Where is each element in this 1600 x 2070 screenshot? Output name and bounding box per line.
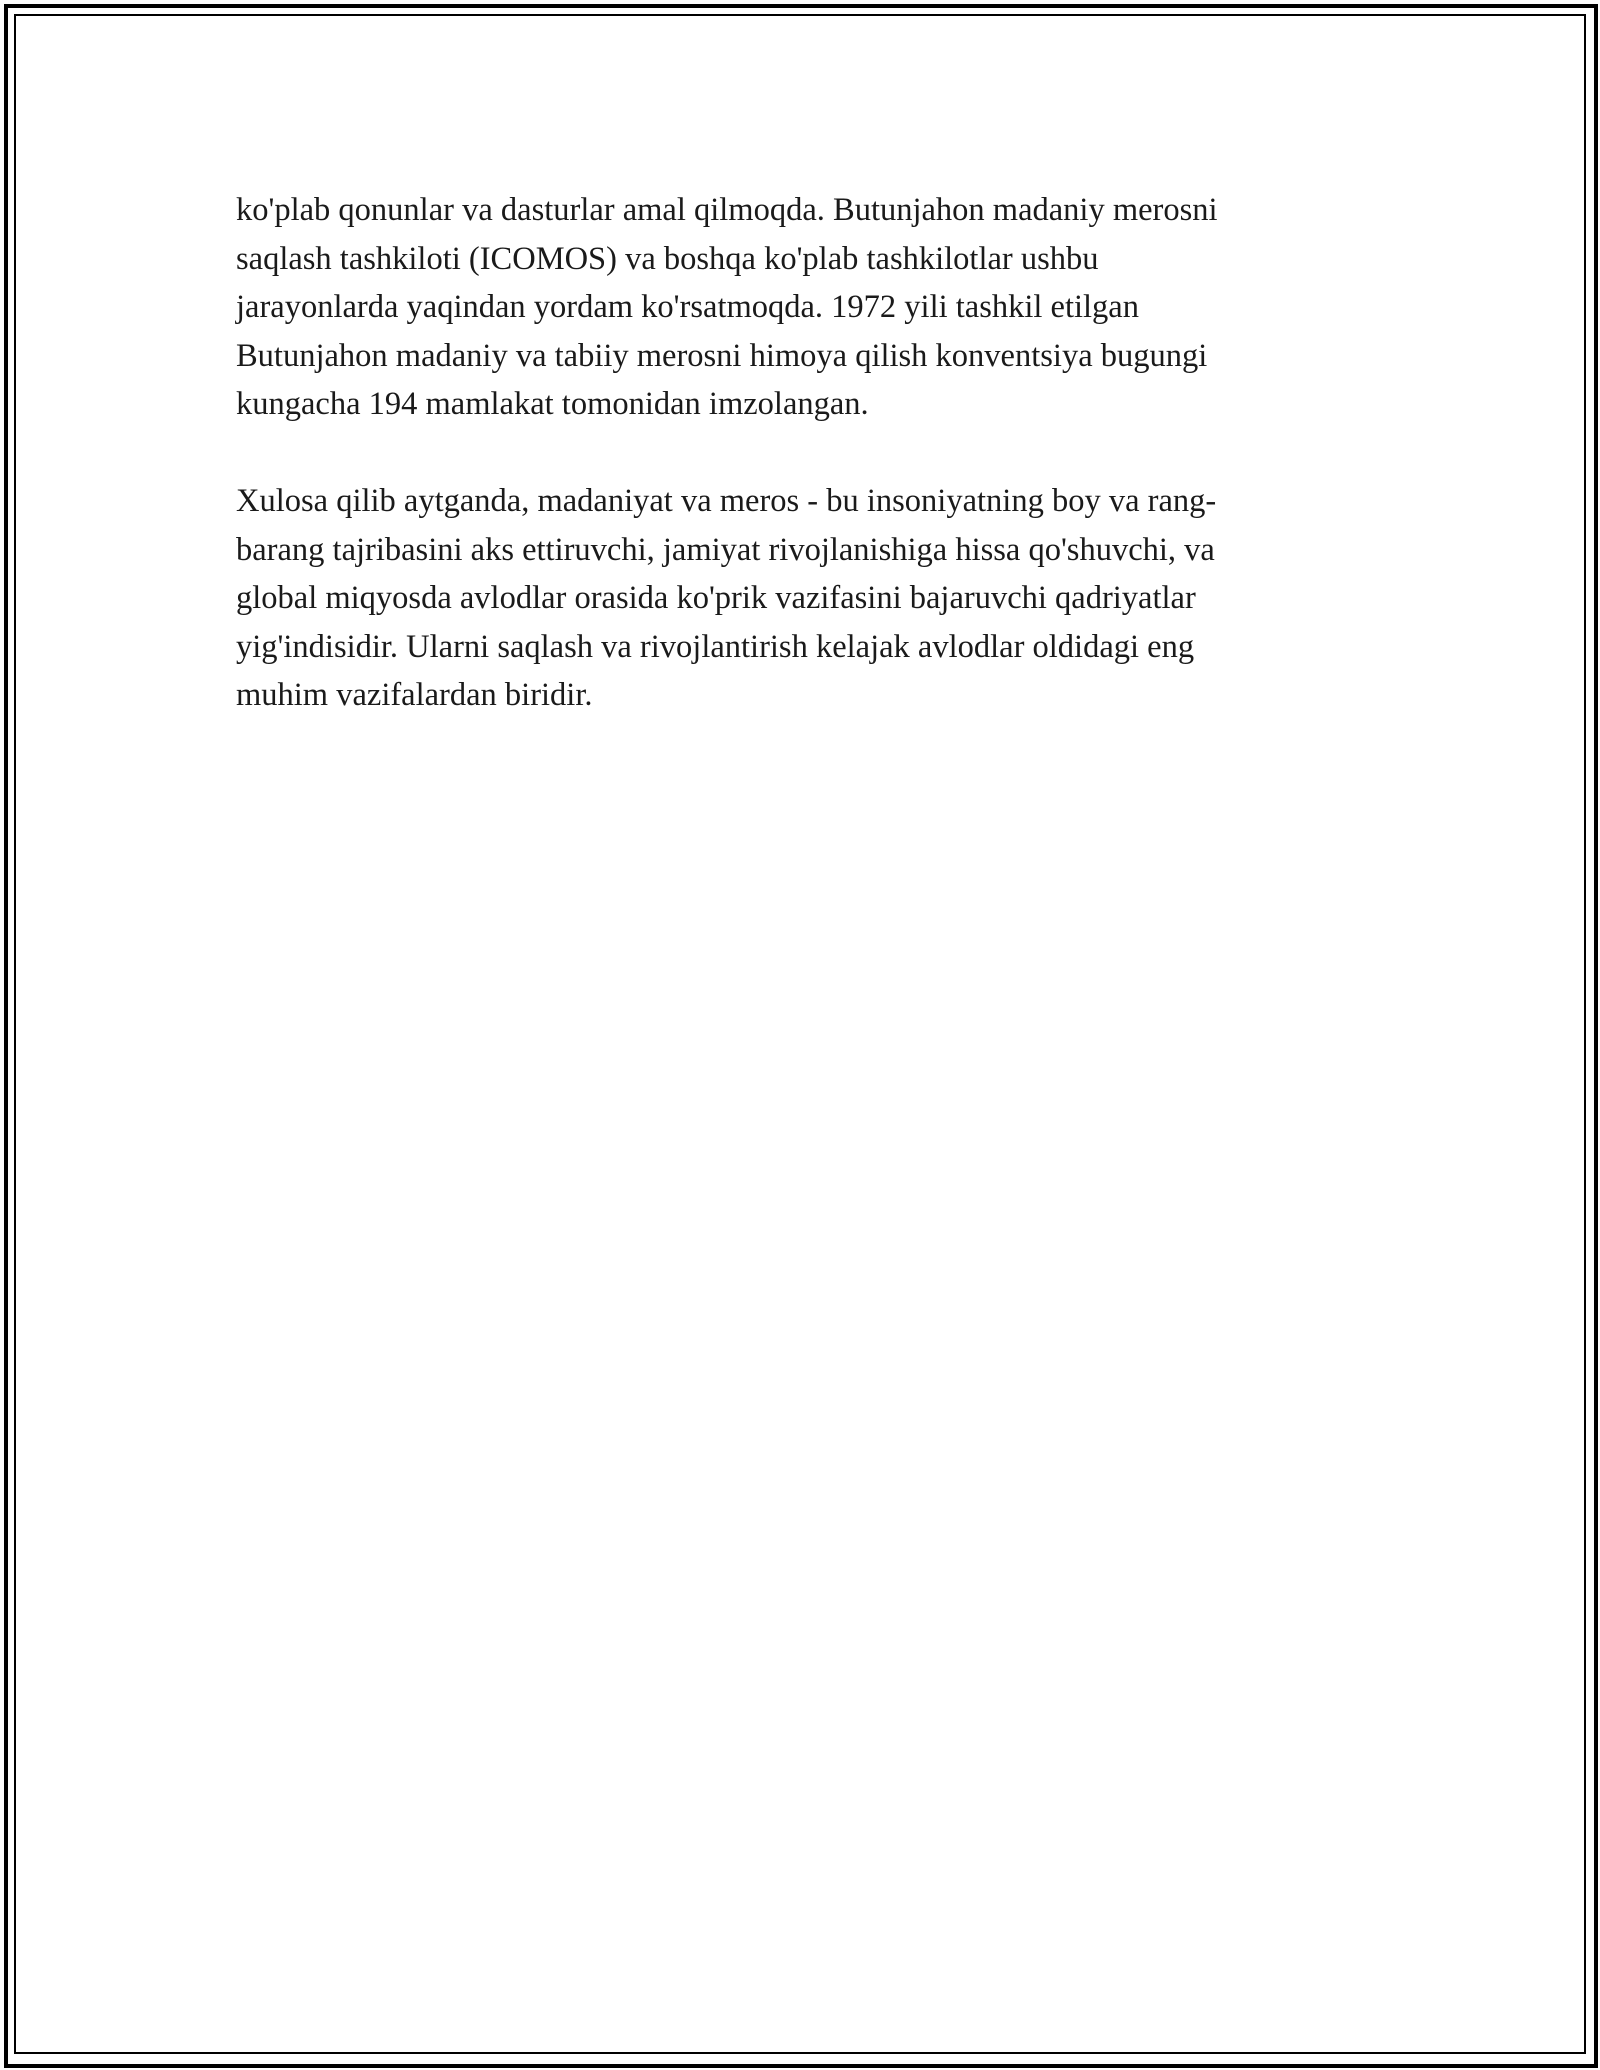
document-body: [236, 186, 1356, 720]
text-line: Butunjahon madaniy va tabiiy merosni himoya qilish konventsiya bugungi: [236, 337, 1208, 374]
paragraph-conclusion: [236, 477, 1356, 720]
paragraph-conventions: [236, 186, 1356, 429]
text-line: ko'plab qonunlar va dasturlar amal qilmoqda. Butunjahon madaniy merosni: [236, 192, 1218, 228]
text-line: kungacha 194 mamlakat tomonidan imzolangan.: [236, 386, 869, 422]
text-line: jarayonlarda yaqindan yordam ko'rsatmoqda. 1972 yili tashkil etilgan: [236, 289, 1139, 325]
text-line: Xulosa qilib aytganda, madaniyat va meros - bu insoniyatning boy va rang-: [236, 483, 1217, 519]
text-line: global miqyosda avlodlar orasida ko'prik vazifasini bajaruvchi qadriyatlar: [236, 580, 1196, 616]
text-line: barang tajribasini aks ettiruvchi, jamiyat rivojlanishiga hissa qo'shuvchi, va: [236, 531, 1215, 568]
text-line: muhim vazifalardan biridir.: [236, 677, 593, 713]
text-line: saqlash tashkiloti (ICOMOS) va boshqa ko'plab tashkilotlar ushbu: [236, 240, 1099, 277]
text-line: yig'indisidir. Ularni saqlash va rivojlantirish kelajak avlodlar oldidagi eng: [236, 628, 1195, 665]
